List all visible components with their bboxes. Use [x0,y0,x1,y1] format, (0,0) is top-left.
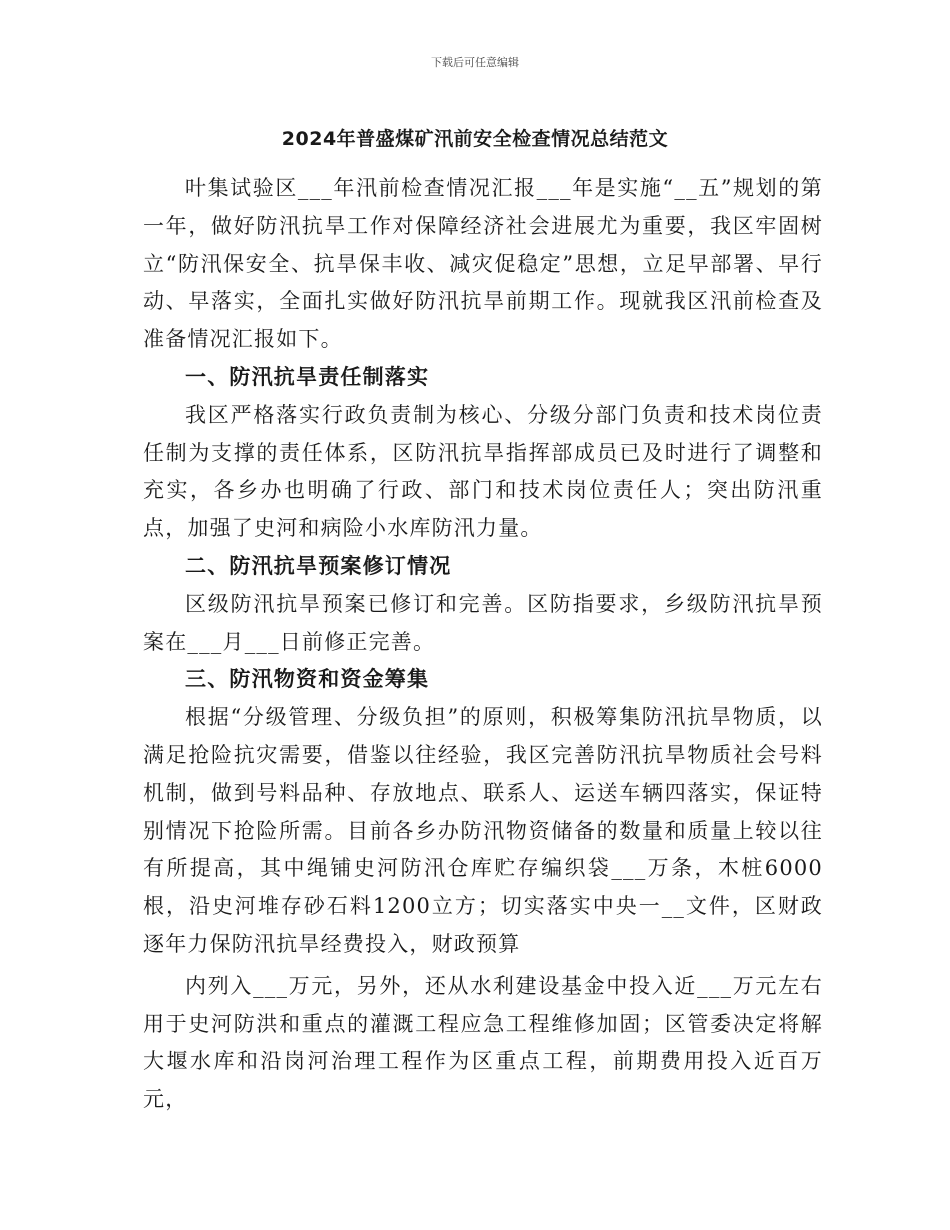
document-title: 2024年普盛煤矿汛前安全检查情况总结范文 [281,128,669,150]
section-3-continued-paragraph: 内列入___万元，另外，还从水利建设基金中投入近___万元左右用于史河防洪和重点的灌溉工程应急工程维修加固；区管委决定将解大堰水库和沿岗河治理工程作为区重点工程，前期费用投入近百万元， [143,973,823,1112]
section-3-paragraph: 根据“分级管理、分级负担”的原则，积极筹集防汛抗旱物质，以满足抢险抗灾需要，借鉴以往经验，我区完善防汛抗旱物质社会号料机制，做到号料品种、存放地点、联系人、运送车辆四落实，保证特别情况下抢险所需。目前各乡办防汛物资储备的数量和质量上较以往有所提高，其中绳铺史河防汛仓库贮存编织袋___万条，木桩6000根，沿史河堆存砂石料1200立方；切实落实中央一__文件，区财政逐年力保防汛抗旱经费投入，财政预算 [143,705,823,956]
section-heading-2: 二、防汛抗旱预案修订情况 [185,553,452,578]
intro-paragraph: 叶集试验区___年汛前检查情况汇报___年是实施“__五”规划的第一年，做好防汛抗旱工作对保障经济社会进展尤为重要，我区牢固树立“防汛保安全、抗旱保丰收、减灾促稳定”思想，立足早部署、早行动、早落实，全面扎实做好防汛抗旱前期工作。现就我区汛前检查及准备情况汇报如下。 [143,176,823,352]
section-1-paragraph: 我区严格落实行政负责制为核心、分级分部门负责和技术岗位责任制为支撑的责任体系，区防汛抗旱指挥部成员已及时进行了调整和充实，各乡办也明确了行政、部门和技术岗位责任人；突出防汛重点，加强了史河和病险小水库防汛力量。 [143,402,823,541]
document-body [143,170,823,1119]
section-heading-1: 一、防汛抗旱责任制落实 [185,364,430,389]
section-heading-3: 三、防汛物资和资金筹集 [185,667,430,692]
section-2-paragraph: 区级防汛抗旱预案已修订和完善。区防指要求，乡级防汛抗旱预案在___月___日前修正完善。 [143,591,823,654]
header-note: 下载后可任意编辑 [431,56,519,69]
